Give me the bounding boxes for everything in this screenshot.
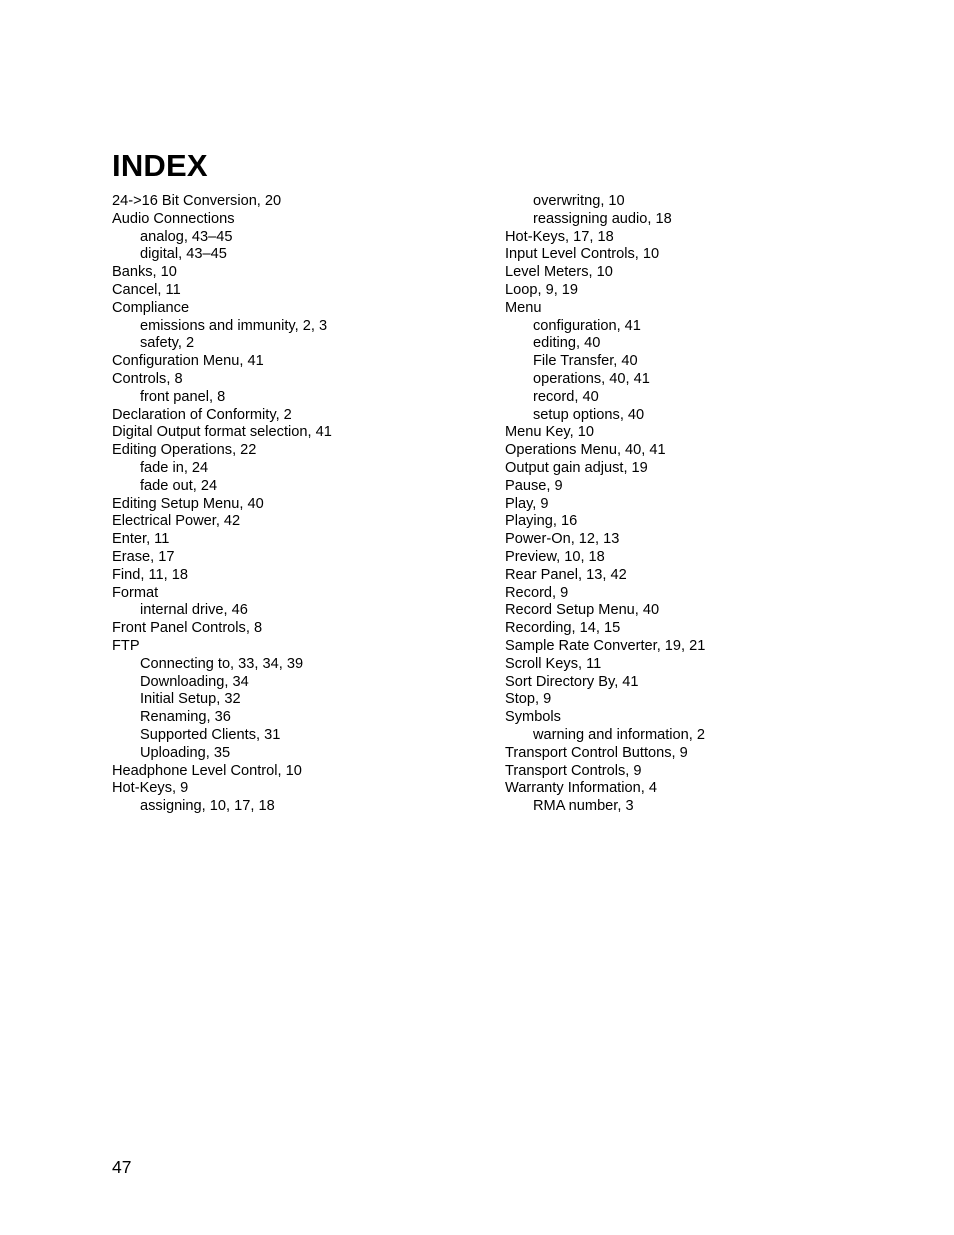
index-entry: Warranty Information, 4 xyxy=(505,780,657,797)
index-subentry: analog, 43–45 xyxy=(140,228,233,245)
index-entry: Find, 11, 18 xyxy=(112,566,188,583)
index-subentry: record, 40 xyxy=(533,388,599,405)
index-entry: Symbols xyxy=(505,709,561,726)
index-subentry: fade in, 24 xyxy=(140,459,209,476)
index-entry: Hot-Keys, 17, 18 xyxy=(505,228,614,245)
page-title: INDEX xyxy=(112,148,208,183)
index-subentry: operations, 40, 41 xyxy=(533,370,650,387)
index-subentry: Renaming, 36 xyxy=(140,709,231,726)
index-subentry: safety, 2 xyxy=(140,335,195,352)
index-subentry: digital, 43–45 xyxy=(140,246,227,263)
index-entry: Pause, 9 xyxy=(505,477,563,494)
index-subentry: internal drive, 46 xyxy=(140,602,248,619)
index-entry: Editing Operations, 22 xyxy=(112,442,257,459)
index-entry: Level Meters, 10 xyxy=(505,264,613,281)
index-entry: Configuration Menu, 41 xyxy=(112,353,264,370)
index-entry: Compliance xyxy=(112,299,190,316)
index-subentry: reassigning audio, 18 xyxy=(533,210,672,227)
index-entry: Transport Control Buttons, 9 xyxy=(505,744,688,761)
index-subentry: Supported Clients, 31 xyxy=(140,726,281,743)
index-entry: Declaration of Conformity, 2 xyxy=(112,406,292,423)
index-entry: Playing, 16 xyxy=(505,513,578,530)
index-subentry: front panel, 8 xyxy=(140,388,226,405)
index-entry: Output gain adjust, 19 xyxy=(505,459,648,476)
index-entry: Hot-Keys, 9 xyxy=(112,780,189,797)
index-entry: Menu xyxy=(505,299,542,316)
index-entry: 24->16 Bit Conversion, 20 xyxy=(112,193,282,209)
index-subentry: warning and information, 2 xyxy=(533,726,705,743)
index-entry: Digital Output format selection, 41 xyxy=(112,424,332,441)
index-subentry: configuration, 41 xyxy=(533,317,641,334)
index-entry: Operations Menu, 40, 41 xyxy=(505,442,666,459)
index-entry: FTP xyxy=(112,637,140,654)
index-subentry: Uploading, 35 xyxy=(140,744,231,761)
index-subentry: RMA number, 3 xyxy=(533,798,634,815)
index-entry: Power-On, 12, 13 xyxy=(505,531,620,548)
index-entry: Menu Key, 10 xyxy=(505,424,594,441)
index-entry: Controls, 8 xyxy=(112,370,183,387)
index-subentry: editing, 40 xyxy=(533,335,601,352)
index-entry: Electrical Power, 42 xyxy=(112,513,241,530)
index-subentry: Connecting to, 33, 34, 39 xyxy=(140,655,304,672)
index-entry: Sample Rate Converter, 19, 21 xyxy=(505,637,706,654)
index-entry: Format xyxy=(112,584,159,601)
index-entry: Loop, 9, 19 xyxy=(505,281,579,298)
index-entry: Rear Panel, 13, 42 xyxy=(505,566,627,583)
index-column-left xyxy=(112,193,492,816)
index-entry: Play, 9 xyxy=(505,495,549,512)
index-entry: Banks, 10 xyxy=(112,264,177,281)
index-entry: Transport Controls, 9 xyxy=(505,762,642,779)
index-subentry: Initial Setup, 32 xyxy=(140,691,241,708)
index-entry: Cancel, 11 xyxy=(112,281,181,298)
index-entry: Audio Connections xyxy=(112,210,235,227)
index-entry: Record, 9 xyxy=(505,584,569,601)
index-subentry: File Transfer, 40 xyxy=(533,353,638,370)
index-subentry: fade out, 24 xyxy=(140,477,218,494)
index-column-right xyxy=(505,193,885,816)
index-entry: Erase, 17 xyxy=(112,548,175,565)
index-subentry: assigning, 10, 17, 18 xyxy=(140,798,275,815)
index-entry: Front Panel Controls, 8 xyxy=(112,620,263,637)
page-number: 47 xyxy=(112,1157,132,1177)
index-entry: Scroll Keys, 11 xyxy=(505,655,602,672)
index-subentry: emissions and immunity, 2, 3 xyxy=(140,317,328,334)
index-subentry: setup options, 40 xyxy=(533,406,645,423)
index-entry: Headphone Level Control, 10 xyxy=(112,762,302,779)
index-entry: Editing Setup Menu, 40 xyxy=(112,495,264,512)
index-entry: Input Level Controls, 10 xyxy=(505,246,660,263)
index-entry: Preview, 10, 18 xyxy=(505,548,605,565)
index-entry: Sort Directory By, 41 xyxy=(505,673,639,690)
index-entry: Recording, 14, 15 xyxy=(505,620,621,637)
index-entry: Stop, 9 xyxy=(505,691,552,708)
index-entry: Record Setup Menu, 40 xyxy=(505,602,660,619)
index-entry: Enter, 11 xyxy=(112,531,170,548)
index-subentry: Downloading, 34 xyxy=(140,673,249,690)
index-subentry: overwritng, 10 xyxy=(533,193,625,209)
